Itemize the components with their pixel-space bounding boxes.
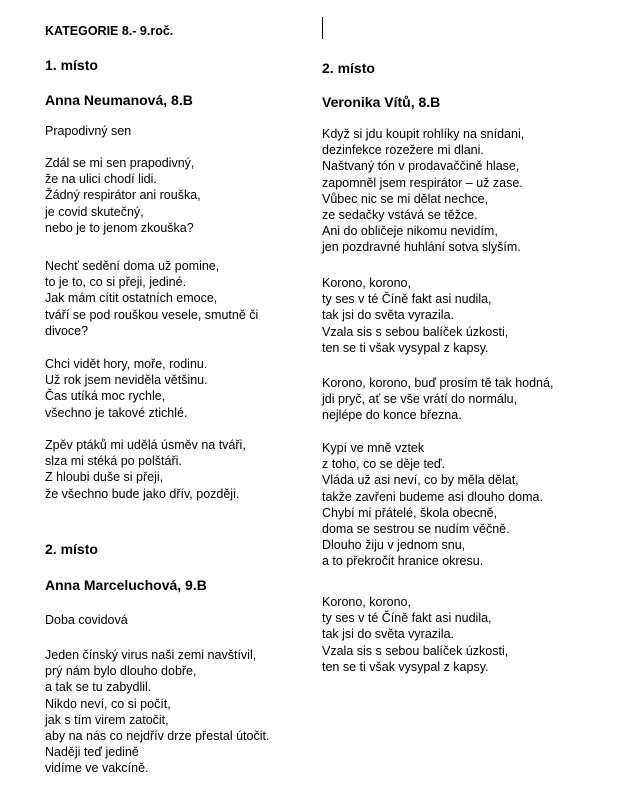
poem-line: Když si jdu koupit rohlíky na snídani, [322, 127, 525, 141]
poem-line: všechno je takové ztichlé. [45, 405, 188, 420]
poem-line: Vzala sis s sebou balíček úzkosti, [322, 643, 509, 658]
poem-line: ten se ti však vysypal z kapsy. [322, 340, 489, 355]
poem-line: vidíme ve vakcíně. [45, 761, 149, 776]
author-name-right: Veronika Vítů, 8.B [322, 94, 441, 110]
stanza [322, 594, 508, 675]
category-heading: KATEGORIE 8.- 9.roč. [45, 24, 174, 38]
place-heading-1: 1. místo [45, 57, 98, 73]
stanza [45, 437, 246, 502]
poem-line: Zpěv ptáků mi udělá úsměv na tváři, [45, 438, 246, 452]
poem-line: z toho, co se děje teď. [322, 457, 446, 472]
poem-title-1: Prapodivný sen [45, 124, 132, 138]
poem-line: Korono, korono, buď prosím tě tak hodná, [322, 376, 554, 390]
poem-line: Vzala sis s sebou balíček úzkosti, [322, 324, 509, 339]
stanza [322, 275, 508, 356]
poem-line: že na ulici chodí lidi. [45, 172, 157, 187]
place-heading-right: 2. místo [322, 60, 375, 76]
poem-line: ze sedačky vstává se těžce. [322, 207, 478, 222]
poem-line: ty ses v té Číně fakt asi nudila, [322, 611, 492, 626]
poem-title-2: Doba covidová [45, 613, 128, 627]
poem-line: je covid skutečný, [45, 204, 144, 219]
poem-line: Zdál se mi sen prapodivný, [45, 156, 195, 170]
stanza [322, 126, 524, 256]
poem-line: Jeden čínský virus naši zemi navštívil, [45, 648, 257, 662]
poem-line: jak s tím virem zatočit, [45, 712, 169, 727]
poem-line: jen pozdravné huhlání sotva slyším. [322, 240, 521, 255]
text-cursor [322, 17, 323, 39]
poem-line: Jak mám cítit ostatních emoce, [45, 291, 218, 306]
poem-line: Z hloubi duše si přeji, [45, 470, 164, 485]
poem-line: divoce? [45, 323, 89, 338]
poem-line: Vůbec nic se mi dělat nechce, [322, 191, 489, 206]
poem-line: Žádný respirátor ani rouška, [45, 188, 201, 203]
poem-line: takže zavřeni budeme asi dlouho doma. [322, 489, 543, 504]
poem-line: že všechno bude jako dřív, později. [45, 486, 240, 501]
poem-line: ten se ti však vysypal z kapsy. [322, 659, 489, 674]
stanza [45, 155, 201, 236]
poem-line: Chybí mi přátelé, škola obecně, [322, 505, 498, 520]
poem-line: tak jsi do světa vyrazila. [322, 627, 454, 642]
poem-line: Dlouho žiju v jednom snu, [322, 538, 466, 553]
poem-line: Korono, korono, [322, 276, 411, 290]
poem-line: Naději teď jedině [45, 745, 139, 760]
poem-line: Ani do obličeje nikomu nevidím, [322, 224, 498, 239]
poem-line: aby na nás co nejdřív drze přestal útočit. [45, 728, 270, 743]
place-heading-2: 2. místo [45, 541, 98, 557]
poem-line: Korono, korono, [322, 595, 411, 609]
poem-line: Vláda už asi neví, co by měla dělat, [322, 473, 519, 488]
poem-line: tak jsi do světa vyrazila. [322, 308, 454, 323]
author-name-2: Anna Marceluchová, 9.B [45, 577, 207, 593]
stanza [45, 258, 258, 339]
poem-line: dezinfekce rozežere mi dlani. [322, 143, 484, 158]
poem-line: ty ses v té Číně fakt asi nudila, [322, 292, 492, 307]
stanza [45, 356, 208, 421]
poem-line: Naštvaný tón v prodavaččině hlase, [322, 159, 520, 174]
poem-line: prý nám bylo dlouho dobře, [45, 664, 197, 679]
poem-line: doma se sestrou se nudím věčně. [322, 521, 510, 536]
poem-line: jdi pryč, ať se vše vrátí do normálu, [322, 392, 518, 407]
poem-line: zapomněl jsem respirátor – už zase. [322, 175, 523, 190]
poem-line: Nechť sedění doma už pomine, [45, 259, 220, 273]
poem-line: nejlépe do konce března. [322, 408, 462, 423]
poem-line: Čas utíká moc rychle, [45, 389, 166, 404]
poem-line: tváří se pod rouškou vesele, smutně či [45, 307, 259, 322]
stanza [322, 440, 543, 570]
poem-line: Kypí ve mně vztek [322, 441, 425, 455]
stanza [322, 375, 553, 424]
poem-line: slza mi stéká po polštáři. [45, 454, 182, 469]
author-name-1: Anna Neumanová, 8.B [45, 92, 193, 108]
poem-line: Chci vidět hory, moře, rodinu. [45, 357, 208, 371]
poem-line: a to překročit hranice okresu. [322, 554, 484, 569]
poem-line: to je to, co si přeji, jediné. [45, 275, 187, 290]
poem-line: Nikdo neví, co si počít, [45, 696, 171, 711]
stanza [45, 647, 269, 777]
poem-line: a tak se tu zabydlil. [45, 680, 152, 695]
poem-line: Už rok jsem neviděla většinu. [45, 373, 208, 388]
poem-line: nebo je to jenom zkouška? [45, 220, 194, 235]
